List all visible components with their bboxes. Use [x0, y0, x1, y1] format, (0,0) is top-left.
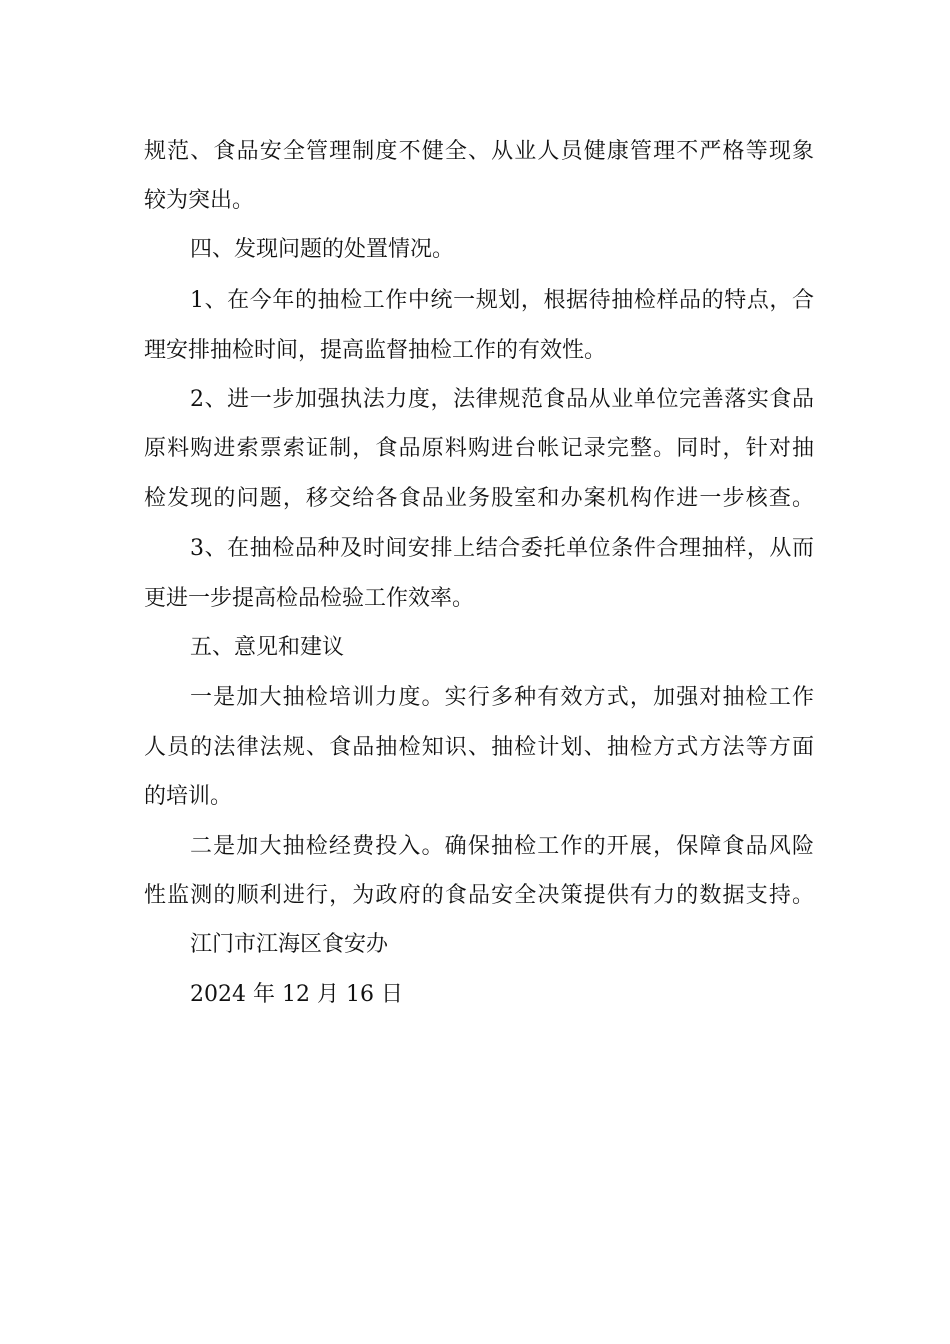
paragraph-line: 人员的法律法规、食品抽检知识、抽检计划、抽检方式方法等方面 — [144, 735, 814, 760]
paragraph-line: 较为突出。 — [144, 188, 255, 213]
paragraph-line: 性监测的顺利进行，为政府的食品安全决策提供有力的数据支持。 — [144, 883, 814, 908]
section-heading-five: 五、意见和建议 — [190, 635, 345, 660]
signature-organization: 江门市江海区食安办 — [190, 932, 389, 957]
paragraph-line: 的培训。 — [144, 784, 233, 809]
paragraph-line: 理安排抽检时间，提高监督抽检工作的有效性。 — [144, 338, 607, 363]
paragraph-line: 检发现的问题，移交给各食品业务股室和办案机构作进一步核查。 — [144, 486, 814, 511]
paragraph-line: 二是加大抽检经费投入。确保抽检工作的开展，保障食品风险 — [190, 834, 814, 859]
paragraph-line: 2、进一步加强执法力度，法律规范食品从业单位完善落实食品 — [190, 387, 814, 412]
paragraph-line: 1、在今年的抽检工作中统一规划，根据待抽检样品的特点，合 — [190, 288, 814, 313]
signature-date: 2024 年 12 月 16 日 — [190, 982, 403, 1007]
paragraph-line: 规范、食品安全管理制度不健全、从业人员健康管理不严格等现象 — [144, 139, 814, 164]
section-heading-four: 四、发现问题的处置情况。 — [190, 237, 455, 262]
paragraph-line: 一是加大抽检培训力度。实行多种有效方式，加强对抽检工作 — [190, 685, 814, 710]
paragraph-line: 原料购进索票索证制，食品原料购进台帐记录完整。同时，针对抽 — [144, 436, 814, 461]
paragraph-line: 更进一步提高检品检验工作效率。 — [144, 586, 475, 611]
paragraph-line: 3、在抽检品种及时间安排上结合委托单位条件合理抽样，从而 — [190, 536, 814, 561]
